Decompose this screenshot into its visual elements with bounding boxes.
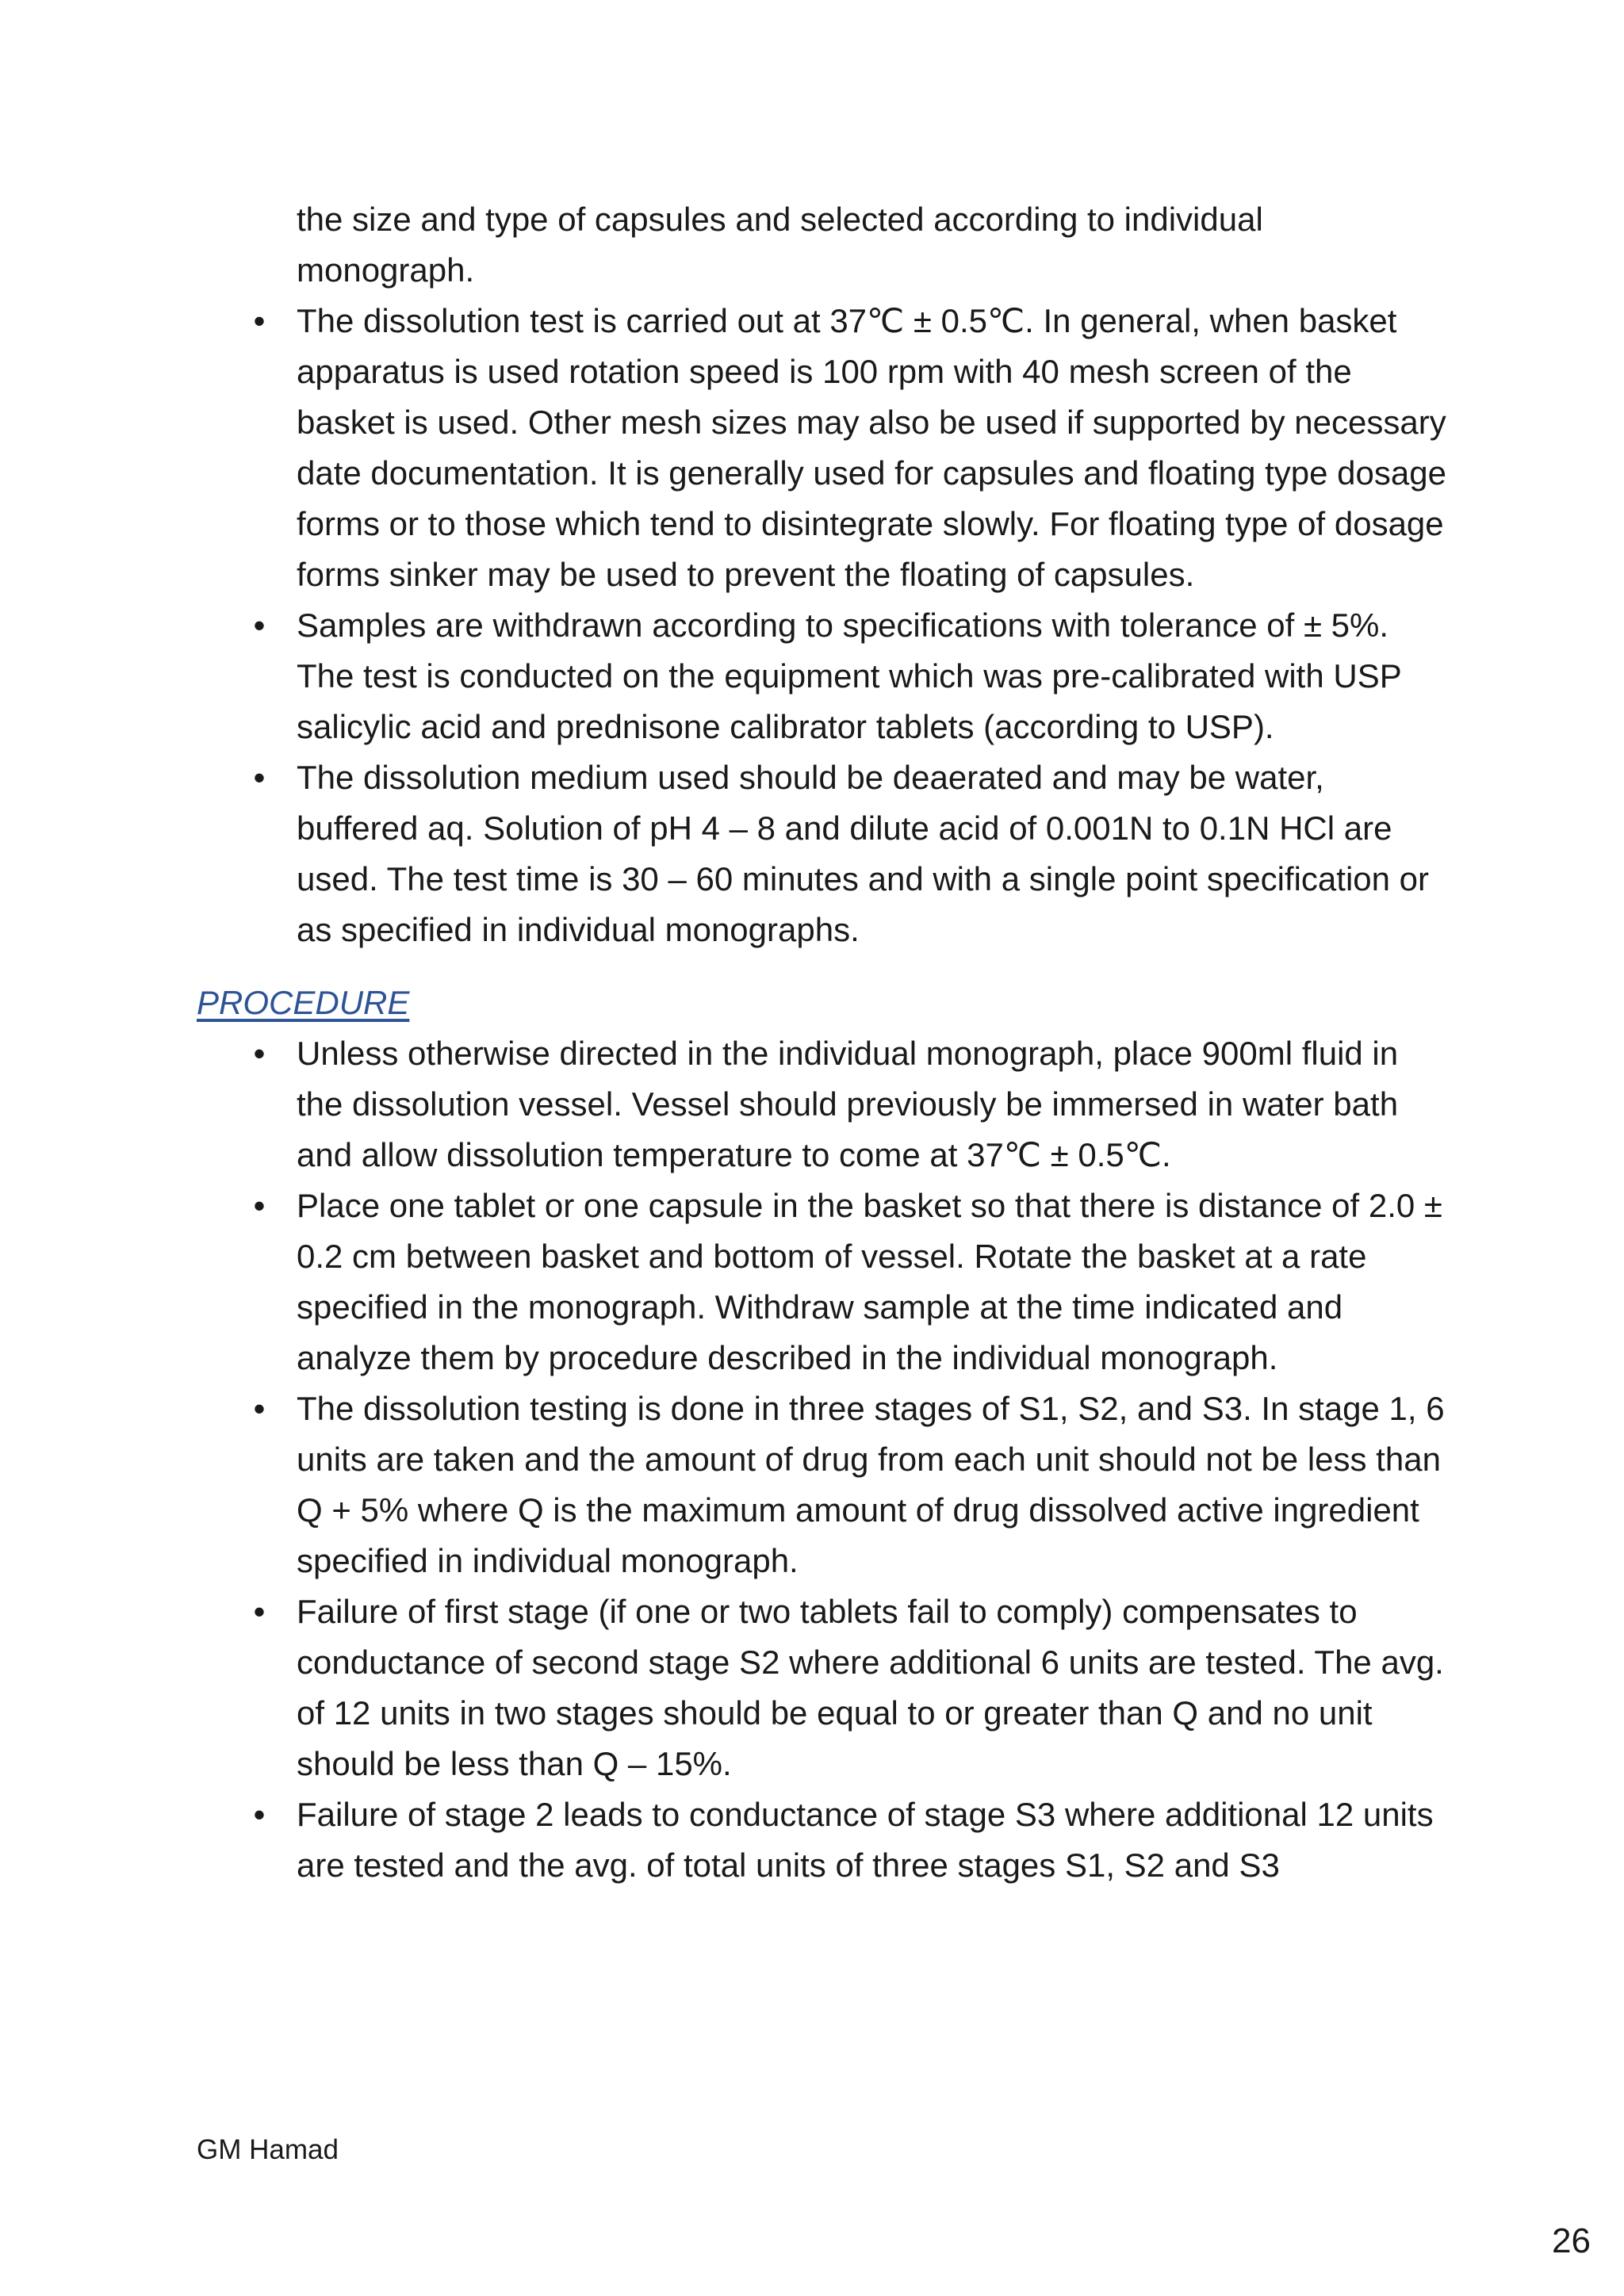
bullet-list-top	[197, 296, 1450, 955]
procedure-heading: PROCEDURE	[197, 984, 410, 1021]
list-item-text: Place one tablet or one capsule in the basket so that there is distance of 2.0 ± 0.2 cm between basket and bottom of vessel. Rotate the basket at a rate specified in the monograph. Withdraw sample at the time indicated and analyze them by procedure described in the individual monograph.	[297, 1187, 1442, 1376]
list-item	[197, 1028, 1450, 1181]
bullet-list-procedure	[197, 1028, 1450, 1891]
list-item-text: The dissolution testing is done in three stages of S1, S2, and S3. In stage 1, 6 units are taken and the amount of drug from each unit should not be less than Q + 5% where Q is the maximum amount of drug dissolved active ingredient specified in individual monograph.	[297, 1390, 1445, 1579]
list-item	[197, 1789, 1450, 1891]
list-item	[197, 752, 1450, 955]
bullet-icon: •	[253, 1593, 266, 1630]
bullet-icon: •	[253, 607, 266, 644]
list-item-text: The dissolution test is carried out at 37℃ ± 0.5℃. In general, when basket apparatus is used rotation speed is 100 rpm with 40 mesh screen of the basket is used. Other mesh sizes may also be used if supported by necessary date documentation. It is generally used for capsules and floating type dosage forms or to those which tend to disintegrate slowly. For floating type of dosage forms sinker may be used to prevent the floating of capsules.	[297, 302, 1446, 593]
bullet-icon: •	[253, 302, 266, 339]
page-number: 26	[1552, 2221, 1591, 2260]
list-item	[197, 1383, 1450, 1586]
list-item	[197, 1181, 1450, 1383]
bullet-icon: •	[253, 1187, 266, 1224]
list-item	[197, 600, 1450, 752]
bullet-icon: •	[253, 759, 266, 796]
list-item	[197, 1586, 1450, 1789]
bullet-icon: •	[253, 1796, 266, 1833]
page-body	[197, 194, 1450, 1891]
bullet-icon: •	[253, 1390, 266, 1427]
footer-author: GM Hamad	[197, 2134, 339, 2165]
bullet-icon: •	[253, 1035, 266, 1072]
continuation-paragraph: the size and type of capsules and selected according to individual monograph.	[297, 201, 1263, 289]
list-item-text: Failure of first stage (if one or two tablets fail to comply) compensates to conductance of second stage S2 where additional 6 units are tested. The avg. of 12 units in two stages should be equal to or greater than Q and no unit should be less than Q – 15%.	[297, 1593, 1444, 1782]
list-item-text: Failure of stage 2 leads to conductance of stage S3 where additional 12 units are tested and the avg. of total units of three stages S1, S2 and S3	[297, 1796, 1434, 1884]
list-item-text: The dissolution medium used should be deaerated and may be water, buffered aq. Solution of pH 4 – 8 and dilute acid of 0.001N to 0.1N HCl are used. The test time is 30 – 60 minutes and with a single point specification or as specified in individual monographs.	[297, 759, 1430, 948]
list-item-text: Samples are withdrawn according to specifications with tolerance of ± 5%. The test is conducted on the equipment which was pre-calibrated with USP salicylic acid and prednisone calibrator tablets (according to USP).	[297, 607, 1401, 745]
list-item-text: Unless otherwise directed in the individual monograph, place 900ml fluid in the dissolution vessel. Vessel should previously be immersed in water bath and allow dissolution temperature to come at 37℃ ± 0.5℃.	[297, 1035, 1399, 1173]
list-item	[197, 296, 1450, 600]
